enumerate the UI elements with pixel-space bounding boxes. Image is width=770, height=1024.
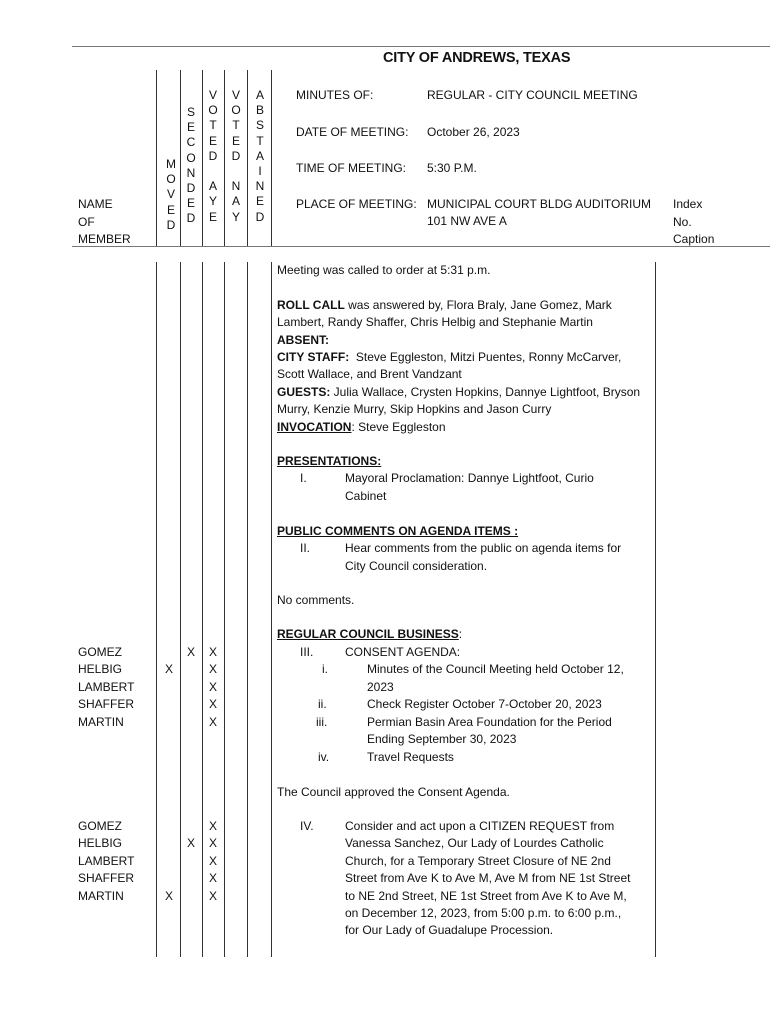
called-to-order: Meeting was called to order at 5:31 p.m. [277,263,491,277]
vote-block-2-aye [208,818,218,905]
consent-item-line: Ending September 30, 2023 [367,732,517,746]
vote-block-1-aye [208,644,218,731]
guests-label: GUESTS: [277,385,331,399]
vote-block-1-members [78,644,134,731]
vote-mark [186,818,196,835]
vote-mark [186,888,196,905]
item-four-line: on December 12, 2023, from 5:00 p.m. to 6:00 p.m., [345,906,622,920]
vote-mark [186,696,196,713]
vote-mark [164,696,174,713]
header-col-rule [180,70,181,246]
presentation-item-number: I. [300,471,307,485]
vote-mark [164,835,174,852]
vote-mark: X [208,888,217,903]
item-four-line: Church, for a Temporary Street Closure of NE 2nd [345,854,611,868]
city-staff-label: CITY STAFF: [277,350,350,364]
voted-aye-column-header: V O T E D A Y E [208,88,218,224]
seconded-column-header: S E C O N D E D [186,105,196,226]
vote-mark [186,679,196,696]
consent-item-number: iv. [318,750,330,764]
place-of-meeting-label: PLACE OF MEETING: [296,197,417,211]
city-staff-line: CITY STAFF: Steve Eggleston, Mitzi Puentes, Ronny McCarver, [277,350,622,364]
city-staff-line-2: Scott Wallace, and Brent Vandzant [277,367,462,381]
body-col-rule [247,262,248,957]
regular-business-heading-line: REGULAR COUNCIL BUSINESS: [277,627,463,641]
member-name: LAMBERT [78,679,135,694]
vote-block-2-members [78,818,134,905]
abstained-column-header: A B S T A I N E D [255,88,265,224]
header-bottom-rule [72,246,770,247]
consent-item-line: Travel Requests [367,750,454,764]
item-four-line: to NE 2nd Street, NE 1st Street from Ave K to Ave M, [345,889,627,903]
item-four-line: Vanessa Sanchez, Our Lady of Lourdes Catholic [345,836,604,850]
item-four-line: for Our Lady of Guadalupe Procession. [345,923,554,937]
presentation-item-line-2: Cabinet [345,489,387,503]
consent-item-line: 2023 [367,680,394,694]
consent-item-number: ii. [318,697,327,711]
vote-mark: X [208,853,217,868]
public-comments-line-2: City Council consideration. [345,559,488,573]
member-name: GOMEZ [78,645,122,659]
no-comments: No comments. [277,593,355,607]
consent-item-line: Permian Basin Area Foundation for the Period [367,715,612,729]
place-of-meeting-value: MUNICIPAL COURT BLDG AUDITORIUM [427,197,652,211]
vote-block-2-moved [164,818,174,905]
vote-mark [164,853,174,870]
regular-business-heading: REGULAR COUNCIL BUSINESS [277,627,459,641]
consent-item-number: i. [322,662,328,676]
presentation-item-line-1: Mayoral Proclamation: Dannye Lightfoot, Curio [345,471,594,485]
member-name: SHAFFER [78,871,135,886]
member-name: HELBIG [78,662,123,677]
body-col-rule [156,262,157,957]
guests-line-2: Murry, Kenzie Murry, Skip Hopkins and Jason Curry [277,402,552,416]
body-col-rule [655,262,656,957]
vote-mark: X [164,888,173,903]
absent-label: ABSENT: [277,333,330,347]
vote-mark [164,679,174,696]
vote-mark: X [186,645,195,659]
name-of-member-header: NAME OF MEMBER [78,197,131,246]
consent-agenda-label: CONSENT AGENDA: [345,645,461,659]
vote-mark [186,853,196,870]
minutes-of-label: MINUTES OF: [296,88,374,102]
item-four-line: Street from Ave K to Ave M, Ave M from NE 1st Street [345,871,631,885]
member-name: HELBIG [78,836,123,851]
vote-mark [186,714,196,731]
vote-mark: X [208,819,217,833]
consent-agenda-number: III. [300,645,314,659]
presentations-heading: PRESENTATIONS: [277,454,382,468]
roll-call-line-2: Lambert, Randy Shaffer, Chris Helbig and Stephanie Martin [277,315,593,329]
member-name: GOMEZ [78,819,122,833]
consent-approved: The Council approved the Consent Agenda. [277,785,510,799]
vote-mark: X [208,714,217,729]
invocation-line: INVOCATION: Steve Eggleston [277,420,446,434]
header-col-rule [202,70,203,246]
header-col-rule [271,70,272,246]
vote-mark: X [208,697,217,712]
time-of-meeting-label: TIME OF MEETING: [296,161,406,175]
time-of-meeting-value: 5:30 P.M. [427,161,477,175]
body-col-rule [202,262,203,957]
top-rule [72,46,770,47]
vote-mark [186,870,196,887]
vote-mark: X [186,836,195,851]
date-of-meeting-label: DATE OF MEETING: [296,125,409,139]
invocation-label: INVOCATION [277,420,352,434]
date-of-meeting-value: October 26, 2023 [427,125,520,139]
body-col-rule [224,262,225,957]
vote-mark [164,644,174,661]
vote-mark [186,661,196,678]
public-comments-heading: PUBLIC COMMENTS ON AGENDA ITEMS : [277,524,519,538]
vote-block-1-seconded [186,644,196,731]
vote-mark [164,818,174,835]
header-col-rule [247,70,248,246]
vote-mark: X [208,645,217,659]
header-col-rule [224,70,225,246]
member-name: MARTIN [78,888,124,903]
member-name: LAMBERT [78,853,135,868]
vote-mark: X [208,836,217,851]
member-name: SHAFFER [78,697,135,712]
moved-column-header: M O V E D [166,157,176,232]
header-col-rule [156,70,157,246]
vote-mark: X [164,662,173,677]
roll-call-line: ROLL CALL was answered by, Flora Braly, Jane Gomez, Mark [277,298,612,312]
public-comments-line-1: Hear comments from the public on agenda items for [345,541,622,555]
vote-mark: X [208,662,217,677]
vote-mark [164,870,174,887]
place-of-meeting-address: 101 NW AVE A [427,214,507,228]
index-caption-header: Index No. Caption [673,197,715,246]
consent-item-number: iii. [316,715,328,729]
member-name: MARTIN [78,714,124,729]
item-four-number: IV. [300,819,314,833]
minutes-of-value: REGULAR - CITY COUNCIL MEETING [427,88,638,102]
vote-mark: X [208,871,217,886]
guests-line: GUESTS: Julia Wallace, Crysten Hopkins, Dannye Lightfoot, Bryson [277,385,641,399]
body-col-rule [271,262,272,957]
vote-mark [164,714,174,731]
item-four-line: Consider and act upon a CITIZEN REQUEST from [345,819,615,833]
voted-nay-column-header: V O T E D N A Y [231,88,241,224]
body-col-rule [180,262,181,957]
consent-item-line: Minutes of the Council Meeting held October 12, [367,662,624,676]
document-title: CITY OF ANDREWS, TEXAS [383,50,571,66]
consent-item-line: Check Register October 7-October 20, 2023 [367,697,602,711]
vote-mark: X [208,679,217,694]
vote-block-1-moved [164,644,174,731]
public-comments-number: II. [300,541,311,555]
roll-call-label: ROLL CALL [277,298,345,312]
vote-block-2-seconded [186,818,196,905]
